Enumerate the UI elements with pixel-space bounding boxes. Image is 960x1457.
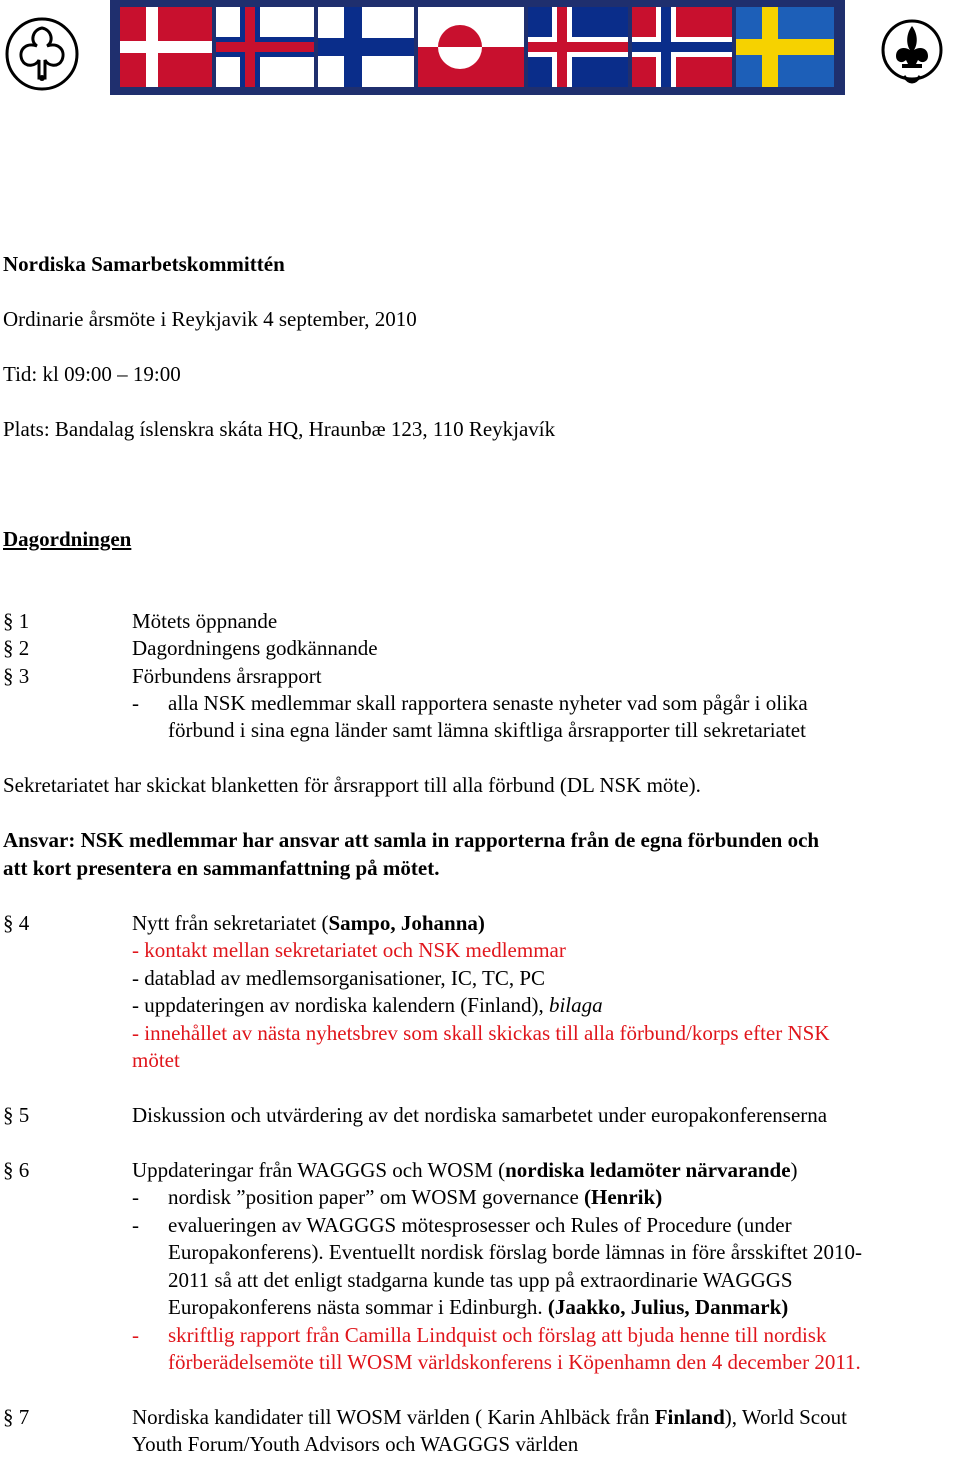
subitem: - innehållet av nästa nyhetsbrev som skall skickas till alla förbund/korps efter NSK: [132, 1021, 830, 1045]
item-title: Nytt från sekretariatet (: [132, 911, 329, 935]
norway-flag: [632, 7, 732, 87]
section-number: § 2: [3, 636, 30, 660]
bullet-text: förbund i sina egna länder samt lämna skiftliga årsrapporter till sekretariatet: [168, 718, 806, 742]
wagggs-trefoil-logo: [4, 16, 80, 92]
time-line: Tid: kl 09:00 – 19:00: [3, 362, 181, 386]
iceland-flag: [528, 7, 628, 87]
place-line: Plats: Bandalag íslenskra skáta HQ, Hraunbæ 123, 110 Reykjavík: [3, 417, 556, 441]
finland-flag: [318, 7, 414, 87]
responsible-names: Sampo, Johanna): [328, 911, 485, 935]
agenda-item-5-title: Diskussion och utvärdering av det nordiska samarbetet under europakonferenserna: [132, 1103, 828, 1127]
agenda-item-7-title: Nordiska kandidater till WOSM världen ( Karin Ahlbäck från Finland), World Scout: [132, 1405, 847, 1429]
bullet-dash: -: [132, 1213, 139, 1237]
agenda-item-6-title: Uppdateringar från WAGGGS och WOSM (nordiska ledamöter närvarande): [132, 1158, 798, 1182]
item-title: Mötets öppnande: [132, 609, 278, 633]
subitem: - kontakt mellan sekretariatet och NSK medlemmar: [132, 938, 566, 962]
bullet-text: förberädelsemöte till WOSM världskonferens i Köpenhamn den 4 december 2011.: [168, 1350, 861, 1374]
section-number: § 1: [3, 609, 30, 633]
faroe-islands-flag: [216, 7, 314, 87]
nordic-flags-banner: [110, 0, 845, 95]
country-name: Finland: [654, 1405, 725, 1429]
responsible-names: (Jaakko, Julius, Danmark): [547, 1295, 789, 1319]
section-number: § 6: [3, 1158, 30, 1182]
bullet-dash: -: [132, 691, 139, 715]
section-number: § 4: [3, 911, 30, 935]
wosm-fleur-de-lis-logo: [880, 18, 944, 90]
bullet-text: nordisk ”position paper” om WOSM governance (Henrik): [168, 1185, 663, 1209]
bullet-dash: -: [132, 1185, 139, 1209]
agenda-item-7-continued: Youth Forum/Youth Advisors och WAGGGS världen: [132, 1432, 579, 1456]
responsible-names: nordiska ledamöter närvarande: [505, 1158, 791, 1182]
responsibility-line-2: att kort presentera en sammanfattning på mötet.: [3, 856, 440, 880]
subitem: - datablad av medlemsorganisationer, IC, TC, PC: [132, 966, 546, 990]
bullet-dash: -: [132, 1323, 139, 1347]
secretariat-note: Sekretariatet har skickat blanketten för årsrapport till alla förbund (DL NSK möte).: [3, 773, 701, 797]
org-title: Nordiska Samarbetskommittén: [3, 252, 285, 276]
greenland-flag: [418, 7, 524, 87]
meeting-line: Ordinarie årsmöte i Reykjavik 4 september, 2010: [3, 307, 417, 331]
sweden-flag: [736, 7, 834, 87]
section-number: § 5: [3, 1103, 30, 1127]
bullet-text: Europakonferens nästa sommar i Edinburgh. (Jaakko, Julius, Danmark): [168, 1295, 789, 1319]
item-title: Förbundens årsrapport: [132, 664, 322, 688]
bullet-text: alla NSK medlemmar skall rapportera senaste nyheter vad som pågår i olika: [168, 691, 808, 715]
bullet-text: Europakonferens). Eventuellt nordisk förslag borde lämnas in före årsskiftet 2010-: [168, 1240, 862, 1264]
bullet-text: evalueringen av WAGGGS mötesprosesser och Rules of Procedure (under: [168, 1213, 792, 1237]
responsible-names: (Henrik): [584, 1185, 663, 1209]
agenda-item-4-title: [132, 910, 485, 936]
item-title: Dagordningens godkännande: [132, 636, 378, 660]
agenda-heading: Dagordningen: [3, 527, 132, 551]
subitem-continued: mötet: [132, 1048, 180, 1072]
section-number: § 3: [3, 664, 30, 688]
bullet-text: 2011 så att det enligt stadgarna kunde tas upp på extraordinarie WAGGGS: [168, 1268, 793, 1292]
subitem: - uppdateringen av nordiska kalendern (Finland), bilaga: [132, 993, 603, 1017]
attachment-note: bilaga: [548, 993, 603, 1017]
denmark-flag: [120, 7, 212, 87]
bullet-text: skriftlig rapport från Camilla Lindquist och förslag att bjuda henne till nordisk: [168, 1323, 827, 1347]
responsibility-line-1: Ansvar: NSK medlemmar har ansvar att samla in rapporterna från de egna förbunden och: [3, 828, 820, 852]
section-number: § 7: [3, 1405, 30, 1429]
